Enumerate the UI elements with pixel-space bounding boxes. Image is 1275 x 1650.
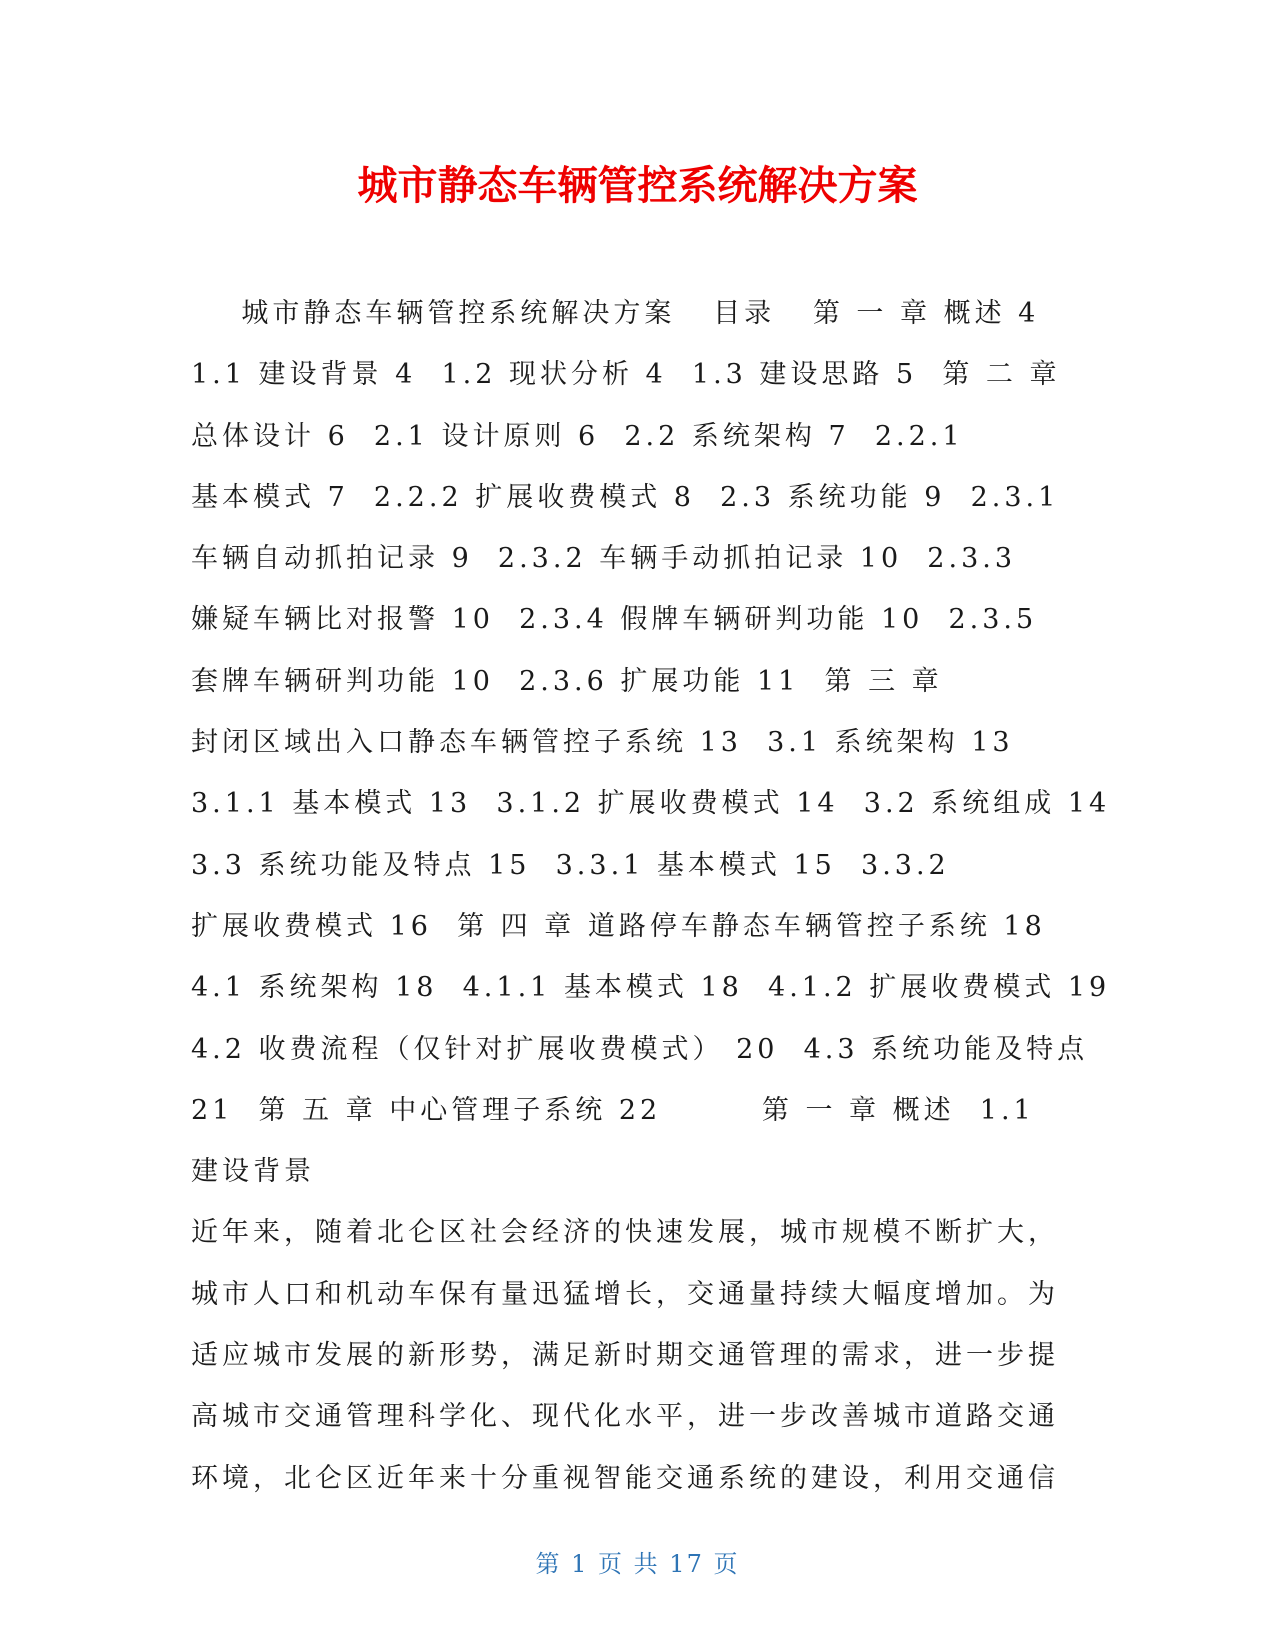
text-line: 3.1.1 基本模式 13 3.1.2 扩展收费模式 14 3.2 系统组成 14 — [191, 788, 1111, 820]
text-line: 4.2 收费流程（仅针对扩展收费模式） 20 4.3 系统功能及特点 — [191, 1033, 1089, 1065]
text-line: 近年来，随着北仑区社会经济的快速发展，城市规模不断扩大， — [191, 1217, 1059, 1249]
text-line: 嫌疑车辆比对报警 10 2.3.4 假牌车辆研判功能 10 2.3.5 — [191, 604, 1038, 636]
text-line: 城市人口和机动车保有量迅猛增长，交通量持续大幅度增加。为 — [191, 1278, 1059, 1310]
text-line: 城市静态车辆管控系统解决方案 目录 第 一 章 概述 4 — [191, 298, 1040, 329]
page-title: 城市静态车辆管控系统解决方案 — [357, 163, 918, 209]
text-line: 环境，北仑区近年来十分重视智能交通系统的建设，利用交通信 — [191, 1462, 1059, 1494]
text-line: 3.3 系统功能及特点 15 3.3.1 基本模式 15 3.3.2 — [191, 849, 950, 881]
text-line: 高城市交通管理科学化、现代化水平，进一步改善城市道路交通 — [191, 1401, 1059, 1433]
text-line: 1.1 建设背景 4 1.2 现状分析 4 1.3 建设思路 5 第 二 章 — [191, 359, 1061, 391]
text-line: 适应城市发展的新形势，满足新时期交通管理的需求，进一步提 — [191, 1340, 1059, 1372]
text-line: 车辆自动抓拍记录 9 2.3.2 车辆手动抓拍记录 10 2.3.3 — [191, 543, 1017, 575]
text-line: 套牌车辆研判功能 10 2.3.6 扩展功能 11 第 三 章 — [191, 665, 943, 697]
page-number-footer: 第 1 页 共 17 页 — [535, 1550, 740, 1578]
text-line: 21 第 五 章 中心管理子系统 22 第 一 章 概述 1.1 — [191, 1094, 1035, 1126]
text-line: 总体设计 6 2.1 设计原则 6 2.2 系统架构 7 2.2.1 — [191, 420, 964, 452]
text-line: 扩展收费模式 16 第 四 章 道路停车静态车辆管控子系统 18 — [191, 910, 1046, 942]
text-line: 建设背景 — [191, 1156, 315, 1188]
text-line: 封闭区域出入口静态车辆管控子系统 13 3.1 系统架构 13 — [191, 727, 1014, 759]
document-body — [191, 292, 1111, 1518]
text-line: 基本模式 7 2.2.2 扩展收费模式 8 2.3 系统功能 9 2.3.1 — [191, 481, 1060, 513]
text-line: 4.1 系统架构 18 4.1.1 基本模式 18 4.1.2 扩展收费模式 19 — [191, 972, 1111, 1004]
